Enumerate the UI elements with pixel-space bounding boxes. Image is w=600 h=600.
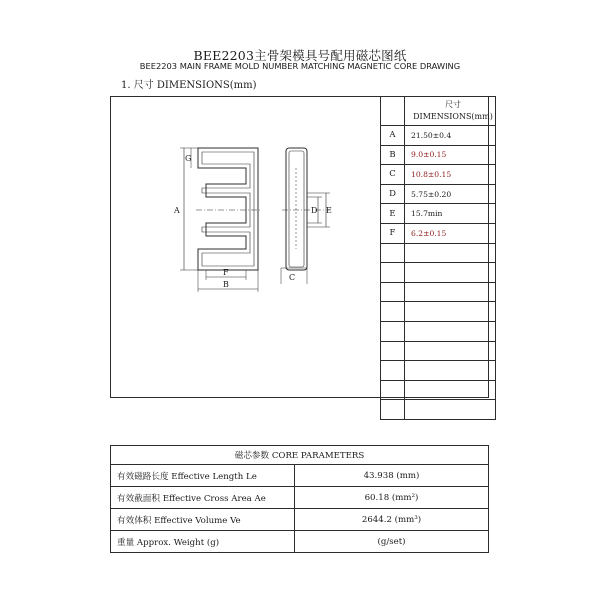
dimension-value <box>405 321 496 341</box>
e-core-outline <box>198 148 258 270</box>
dimension-letter: A <box>381 126 405 146</box>
dimension-value <box>405 341 496 361</box>
parameter-label: 有效截面积 Effective Cross Area Ae <box>111 487 295 509</box>
dimension-letter: B <box>381 145 405 165</box>
parameter-value: (g/set) <box>295 531 489 553</box>
dimension-row <box>381 126 496 146</box>
dimension-letter <box>381 302 405 322</box>
dimension-row <box>381 341 496 361</box>
dim-label-c: C <box>289 273 296 282</box>
section-dimensions-heading: 1. 尺寸 DIMENSIONS(mm) <box>121 80 257 91</box>
dimension-letter <box>381 400 405 420</box>
dimension-letter <box>381 341 405 361</box>
dimension-letter <box>381 263 405 283</box>
dimension-row <box>381 145 496 165</box>
dimension-value: 9.0±0.15 <box>405 145 496 165</box>
dimension-letter: C <box>381 165 405 185</box>
dimension-row <box>381 400 496 420</box>
dimension-row <box>381 184 496 204</box>
dim-label-e: E <box>326 206 332 215</box>
dimension-value: 5.75±0.20 <box>405 184 496 204</box>
dimension-value: 21.50±0.4 <box>405 126 496 146</box>
dimension-row <box>381 243 496 263</box>
dimension-letter: F <box>381 223 405 243</box>
dim-label-b: B <box>223 280 229 289</box>
dimension-row <box>381 380 496 400</box>
parameter-row <box>111 509 489 531</box>
dimension-letter <box>381 380 405 400</box>
dimension-row <box>381 282 496 302</box>
dimension-row <box>381 165 496 185</box>
dimensions-header-spacer <box>381 97 405 126</box>
dimension-letter: E <box>381 204 405 224</box>
parameter-value: 2644.2 (mm³) <box>295 509 489 531</box>
dimension-value <box>405 302 496 322</box>
dimension-letter <box>381 243 405 263</box>
parameter-label: 重量 Approx. Weight (g) <box>111 531 295 553</box>
dimensions-table <box>380 96 496 420</box>
core-parameters-table <box>110 445 489 553</box>
dimension-value <box>405 400 496 420</box>
dimensions-header <box>405 97 496 126</box>
parameter-value: 60.18 (mm²) <box>295 487 489 509</box>
parameter-label: 有效体积 Effective Volume Ve <box>111 509 295 531</box>
dimension-row <box>381 263 496 283</box>
dim-label-f: F <box>223 268 229 277</box>
dimension-value <box>405 243 496 263</box>
dim-label-a: A <box>174 206 180 215</box>
parameter-row <box>111 465 489 487</box>
dimensions-header-cn: 尺寸 <box>445 100 461 109</box>
dimension-letter <box>381 321 405 341</box>
dim-label-g: G <box>185 154 192 163</box>
dimension-row <box>381 302 496 322</box>
dimension-letter <box>381 361 405 381</box>
dimensions-header-en: DIMENSIONS(mm) <box>413 112 493 121</box>
dimension-row <box>381 321 496 341</box>
drawing-title-chinese: BEE2203主骨架模具号配用磁芯图纸 <box>193 48 407 63</box>
dimension-letter <box>381 282 405 302</box>
dimension-value: 15.7min <box>405 204 496 224</box>
dimension-row <box>381 361 496 381</box>
parameter-value: 43.938 (mm) <box>295 465 489 487</box>
dimension-value <box>405 361 496 381</box>
dimension-value <box>405 282 496 302</box>
parameter-row <box>111 487 489 509</box>
dimension-value: 6.2±0.15 <box>405 223 496 243</box>
dimension-row <box>381 204 496 224</box>
core-parameters-header: 磁芯参数 CORE PARAMETERS <box>111 446 489 465</box>
dimension-row <box>381 223 496 243</box>
dimension-value <box>405 263 496 283</box>
dim-label-d: D <box>311 206 318 215</box>
parameter-label: 有效磁路长度 Effective Length Le <box>111 465 295 487</box>
parameter-row <box>111 531 489 553</box>
dimension-letter: D <box>381 184 405 204</box>
dimension-value: 10.8±0.15 <box>405 165 496 185</box>
dimension-value <box>405 380 496 400</box>
drawing-title-english: BEE2203 MAIN FRAME MOLD NUMBER MATCHING MAGNETIC CORE DRAWING <box>139 61 461 71</box>
